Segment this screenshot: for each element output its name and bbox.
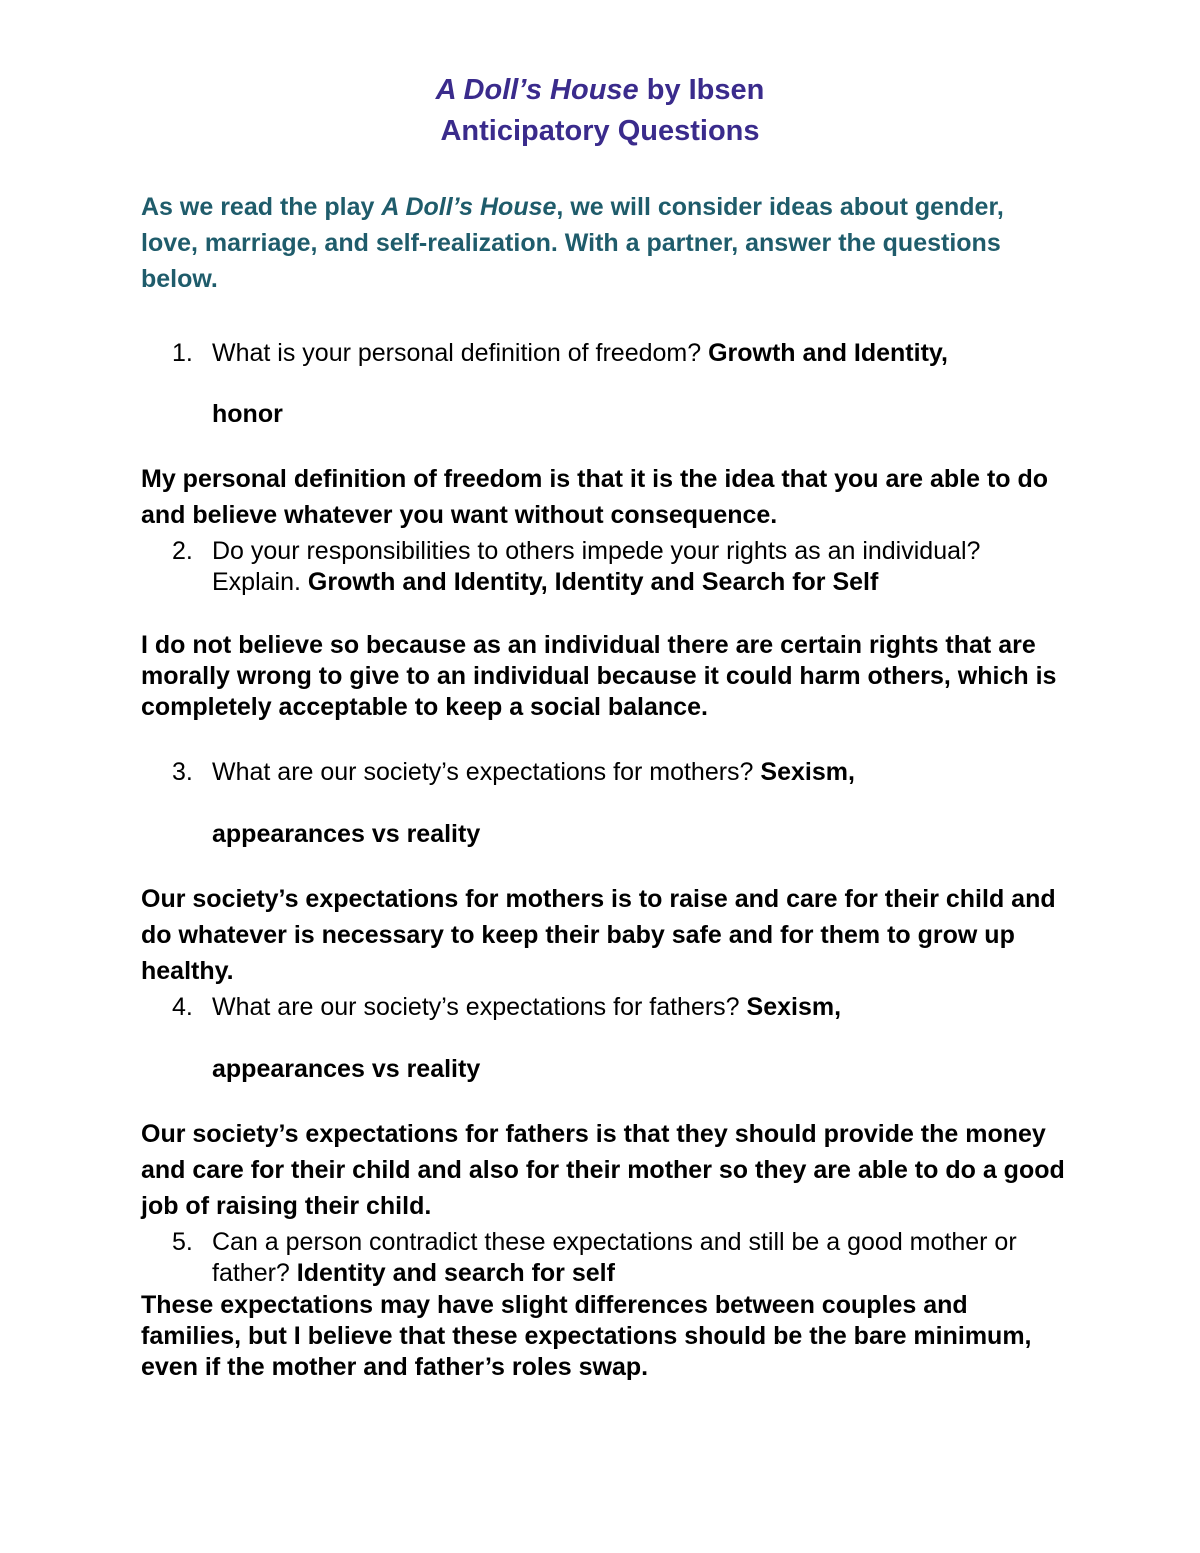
document-title: [0, 72, 1200, 108]
question-tags: Sexism,: [760, 758, 855, 786]
question-4-tags-continued: appearances vs reality: [212, 1055, 481, 1083]
question-text: What are our society’s expectations for fathers?: [212, 993, 747, 1021]
question-1: [172, 338, 1072, 369]
intro-text-start: As we read the play: [141, 193, 382, 221]
question-text: Do your responsibilities to others impede your rights as an individual? Explain.: [212, 537, 981, 596]
question-text: What are our society’s expectations for mothers?: [212, 758, 761, 786]
title-author: by Ibsen: [638, 74, 765, 106]
question-tags: Identity and search for self: [296, 1259, 615, 1287]
title-play-name: A Doll’s House: [435, 74, 639, 106]
question-number: 2.: [172, 537, 193, 565]
question-2: [172, 536, 1072, 598]
intro-text-end: , we will consider ideas about gender, love, marriage, and self-realization. With a partner, answer the questions below.: [141, 193, 1004, 293]
question-3-tags-continued: appearances vs reality: [212, 820, 481, 848]
question-1-tags-continued: honor: [212, 400, 283, 428]
question-number: 5.: [172, 1228, 193, 1256]
question-tags: Growth and Identity,: [708, 339, 948, 367]
answer-4: Our society’s expectations for fathers is that they should provide the money and care for their child and also for their mother so they are able to do a good job of raising their child.: [141, 1120, 1065, 1220]
answer-3: Our society’s expectations for mothers is to raise and care for their child and do whatever is necessary to keep their baby safe and for them to grow up healthy.: [141, 885, 1056, 985]
question-text: Can a person contradict these expectations and still be a good mother or father?: [212, 1228, 1017, 1287]
document-subtitle: Anticipatory Questions: [440, 115, 760, 147]
question-text: What is your personal definition of freedom?: [212, 339, 709, 367]
question-number: 1.: [172, 339, 193, 367]
intro-paragraph: [141, 189, 1061, 297]
answer-2: I do not believe so because as an individual there are certain rights that are morally wrong to give to an individual because it could harm others, which is completely acceptable to keep a social balance.: [141, 631, 1057, 721]
question-3: [172, 757, 1072, 788]
question-4: [172, 992, 1072, 1023]
answer-1: My personal definition of freedom is that it is the idea that you are able to do and believe whatever you want without consequence.: [141, 465, 1049, 529]
question-number: 4.: [172, 993, 193, 1021]
question-tags: Growth and Identity, Identity and Search for Self: [307, 568, 879, 596]
question-5: [172, 1227, 1072, 1289]
intro-play-name: A Doll’s House: [381, 193, 557, 221]
answer-5: These expectations may have slight differences between couples and families, but I believe that these expectations should be the bare minimum, even if the mother and father’s roles swap.: [141, 1291, 1032, 1381]
question-number: 3.: [172, 758, 193, 786]
question-tags: Sexism,: [746, 993, 842, 1021]
